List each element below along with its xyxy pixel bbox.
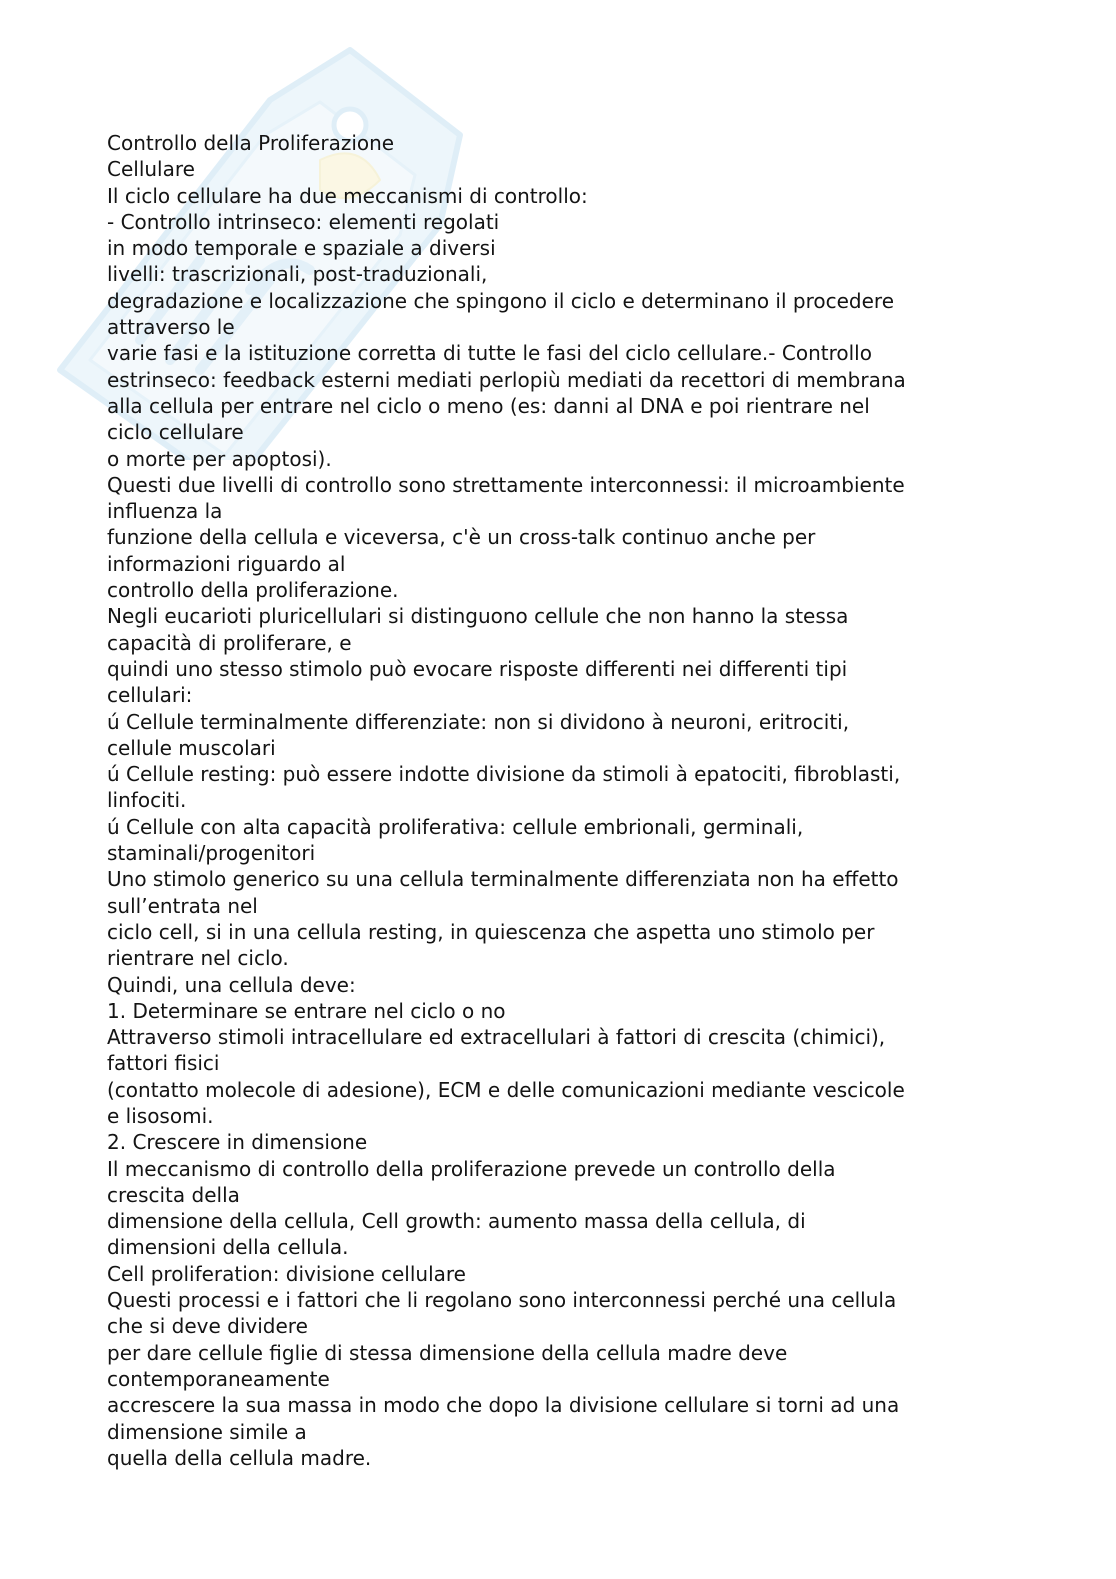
text-line: ciclo cellulare bbox=[107, 420, 244, 445]
text-line: 2. Crescere in dimensione bbox=[107, 1130, 368, 1155]
text-line: informazioni riguardo al bbox=[107, 551, 346, 576]
text-line: ú Cellule resting: può essere indotte divisione da stimoli à epatociti, fibroblasti, bbox=[107, 762, 901, 787]
text-line: cellule muscolari bbox=[107, 735, 276, 760]
text-line: rientrare nel ciclo. bbox=[107, 946, 289, 971]
text-line: Controllo della Proliferazione bbox=[107, 131, 395, 155]
text-line: ú Cellule con alta capacità proliferativa: cellule embrionali, germinali, bbox=[107, 814, 804, 839]
text-line: che si deve dividere bbox=[107, 1314, 308, 1339]
text-line: o morte per apoptosi). bbox=[107, 446, 332, 471]
text-line: Il ciclo cellulare ha due meccanismi di controllo: bbox=[107, 183, 588, 208]
text-line: Cellulare bbox=[107, 157, 195, 182]
text-line: attraverso le bbox=[107, 315, 235, 340]
text-line: Cell proliferation: divisione cellulare bbox=[107, 1261, 466, 1286]
text-line: quella della cellula madre. bbox=[107, 1445, 372, 1470]
text-line: funzione della cellula e viceversa, c'è un cross-talk continuo anche per bbox=[107, 525, 816, 550]
text-line: Questi processi e i fattori che li regolano sono interconnessi perché una cellula bbox=[107, 1288, 897, 1313]
text-line: Negli eucarioti pluricellulari si distinguono cellule che non hanno la stessa bbox=[107, 604, 849, 629]
text-line: accrescere la sua massa in modo che dopo la divisione cellulare si torni ad una bbox=[107, 1393, 900, 1418]
text-line: dimensioni della cellula. bbox=[107, 1235, 349, 1260]
text-line: sull’entrata nel bbox=[107, 893, 258, 918]
text-line: dimensione simile a bbox=[107, 1419, 307, 1444]
text-line: varie fasi e la istituzione corretta di tutte le fasi del ciclo cellulare.- Controllo bbox=[107, 341, 872, 366]
text-line: influenza la bbox=[107, 499, 223, 524]
text-line: dimensione della cellula, Cell growth: aumento massa della cellula, di bbox=[107, 1209, 806, 1234]
text-line: linfociti. bbox=[107, 788, 187, 813]
text-line: Quindi, una cellula deve: bbox=[107, 972, 356, 997]
text-line: Questi due livelli di controllo sono strettamente interconnessi: il microambiente bbox=[107, 472, 905, 497]
text-line: estrinseco: feedback esterni mediati perlopiù mediati da recettori di membrana bbox=[107, 367, 906, 392]
text-line: cellulari: bbox=[107, 683, 193, 708]
text-line: ciclo cell, si in una cellula resting, in quiescenza che aspetta uno stimolo per bbox=[107, 919, 875, 944]
text-line: quindi uno stesso stimolo può evocare risposte differenti nei differenti tipi bbox=[107, 656, 848, 681]
text-line: fattori fisici bbox=[107, 1051, 220, 1076]
text-line: ú Cellule terminalmente differenziate: non si dividono à neuroni, eritrociti, bbox=[107, 709, 850, 734]
text-line: 1. Determinare se entrare nel ciclo o no bbox=[107, 998, 506, 1023]
text-line: capacità di proliferare, e bbox=[107, 630, 352, 655]
text-line: controllo della proliferazione. bbox=[107, 578, 399, 603]
text-line: staminali/progenitori bbox=[107, 841, 316, 866]
text-line: e lisosomi. bbox=[107, 1103, 214, 1128]
text-line: livelli: trascrizionali, post-traduzionali, bbox=[107, 262, 488, 287]
text-line: (contatto molecole di adesione), ECM e delle comunicazioni mediante vescicole bbox=[107, 1077, 905, 1102]
text-line: - Controllo intrinseco: elementi regolati bbox=[107, 209, 500, 234]
text-line: Il meccanismo di controllo della proliferazione prevede un controllo della bbox=[107, 1156, 836, 1181]
text-line: alla cellula per entrare nel ciclo o meno (es: danni al DNA e poi rientrare nel bbox=[107, 393, 870, 418]
text-line: Uno stimolo generico su una cellula terminalmente differenziata non ha effetto bbox=[107, 867, 899, 892]
text-line: per dare cellule figlie di stessa dimensione della cellula madre deve bbox=[107, 1340, 788, 1365]
text-line: crescita della bbox=[107, 1182, 240, 1207]
document-body bbox=[107, 130, 1007, 1471]
text-line: contemporaneamente bbox=[107, 1366, 330, 1391]
text-line: degradazione e localizzazione che spingono il ciclo e determinano il procedere bbox=[107, 288, 895, 313]
text-line: Attraverso stimoli intracellulare ed extracellulari à fattori di crescita (chimici), bbox=[107, 1025, 886, 1050]
text-line: in modo temporale e spaziale a diversi bbox=[107, 236, 496, 261]
